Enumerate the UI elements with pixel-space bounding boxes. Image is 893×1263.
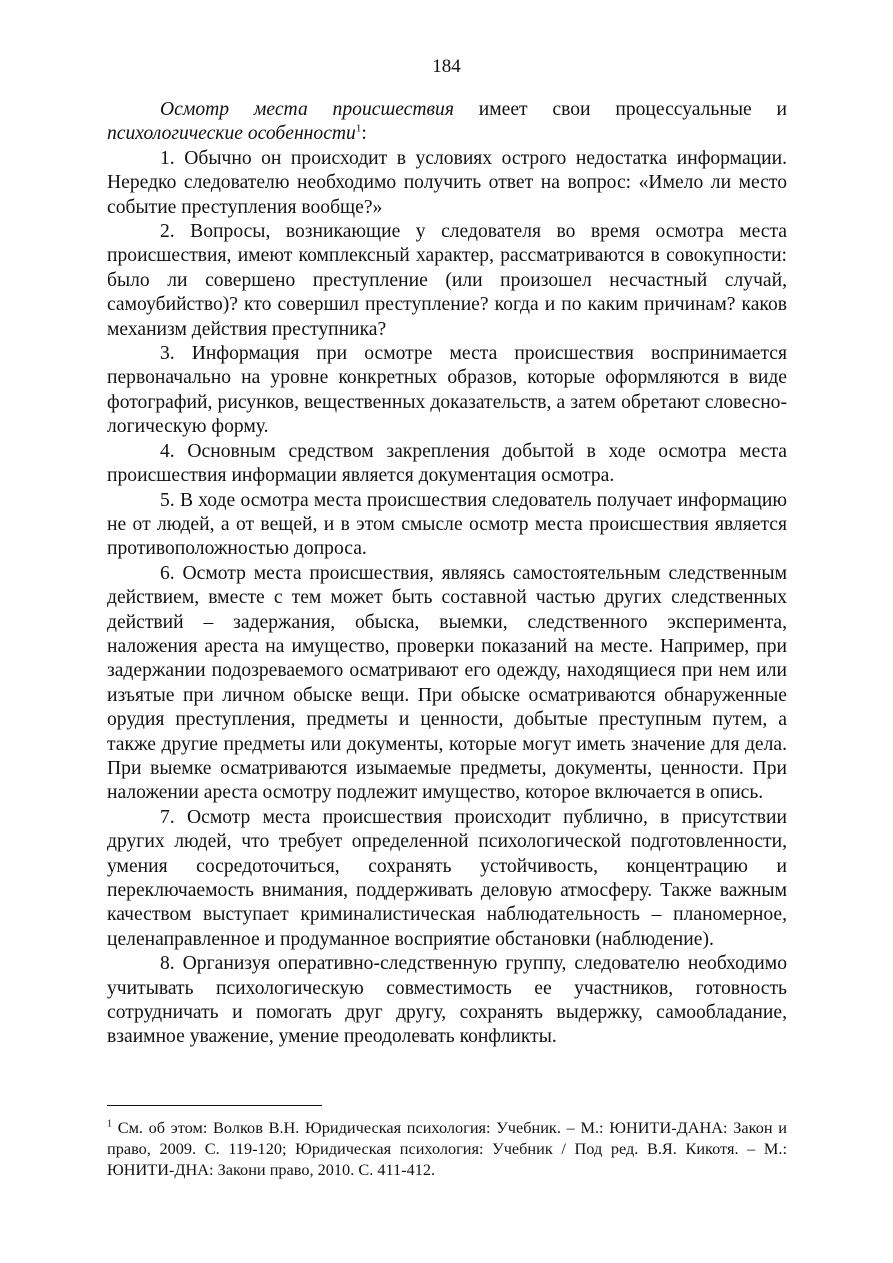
page-number: 184 [432, 56, 461, 77]
footnote-mark: 1 [107, 1118, 112, 1130]
body-text [107, 98, 787, 1050]
list-paragraph-2: 2. Вопросы, возникающие у следователя во время осмотра места происшествия, имеют комплексный характер, рассматриваются в совокупности: было ли совершено преступление (или произошел несчастный случай, самоубийство)? кто совершил преступление? когда и по каким причинам? каков механизм действия преступника? [107, 221, 787, 340]
footnote [107, 1117, 787, 1180]
footnote-text: См. об этом: Волков В.Н. Юридическая психология: Учебник. – М.: ЮНИТИ-ДАНА: Закон и право, 2009. С. 119-120; Юридическая психология: Учебник / Под ред. В.Я. Кикотя. – М.: ЮНИТИ-ДНА: Закони право, 2010. С. 411-412. [107, 1118, 787, 1179]
list-paragraph-5: 5. В ходе осмотра места происшествия следователь получает информацию не от людей, а от вещей, и в этом смысле осмотр места происшествия является противоположностью допроса. [107, 489, 787, 560]
intro-italic-term-2: психологические особенности [107, 123, 356, 145]
list-paragraph-8: 8. Организуя оперативно-следственную группу, следователю необходимо учитывать психологическую совместимость ее участников, готовность сотрудничать и помогать друг другу, сохранять выдержку, самообладание, взаимное уважение, умение преодолевать конфликты. [107, 953, 787, 1048]
list-paragraph-6: 6. Осмотр места происшествия, являясь самостоятельным следственным действием, вместе с тем может быть составной частью других следственных действий – задержания, обыска, выемки, следственного эксперимента, наложения ареста на имущество, проверки показаний на месте. Например, при задержании подозреваемого осматривают его одежду, находящиеся при нем или изъятые при личном обыске вещи. При обыске осматриваются обнаруженные орудия преступления, предметы и ценности, добытые преступным путем, а также другие предметы или документы, которые могут иметь значение для дела. При выемке осматриваются изымаемые предметы, документы, ценности. При наложении ареста осмотру подлежит имущество, которое включается в опись. [107, 562, 787, 804]
footnote-divider [107, 1105, 322, 1106]
footnote-reference[interactable]: 1 [355, 122, 362, 135]
list-paragraph-4: 4. Основным средством закрепления добытой в ходе осмотра места происшествия информации является документация осмотра. [107, 440, 787, 487]
intro-italic-term: Осмотр места происшествия [160, 99, 454, 120]
intro-text: имеет свои процессуальные и [453, 99, 787, 120]
intro-paragraph [107, 98, 787, 147]
intro-colon: : [361, 123, 367, 145]
list-paragraph-7: 7. Осмотр места происшествия происходит публично, в присутствии других людей, что требует определенной психологической подготовленности, умения сосредоточиться, сохранять устойчивость, концентрацию и переключаемость внимания, поддерживать деловую атмосферу. Также важным качеством выступает криминалистическая наблюдательность – планомерное, целенаправленное и продуманное восприятие обстановки (наблюдение). [107, 806, 787, 950]
list-paragraph-1: 1. Обычно он происходит в условиях острого недостатка информации. Нередко следователю необходимо получить ответ на вопрос: «Имело ли место событие преступления вообще?» [107, 147, 787, 218]
list-paragraph-3: 3. Информация при осмотре места происшествия воспринимается первоначально на уровне конкретных образов, которые оформляются в виде фотографий, рисунков, вещественных доказательств, а затем обретают словесно-логическую форму. [107, 343, 787, 438]
